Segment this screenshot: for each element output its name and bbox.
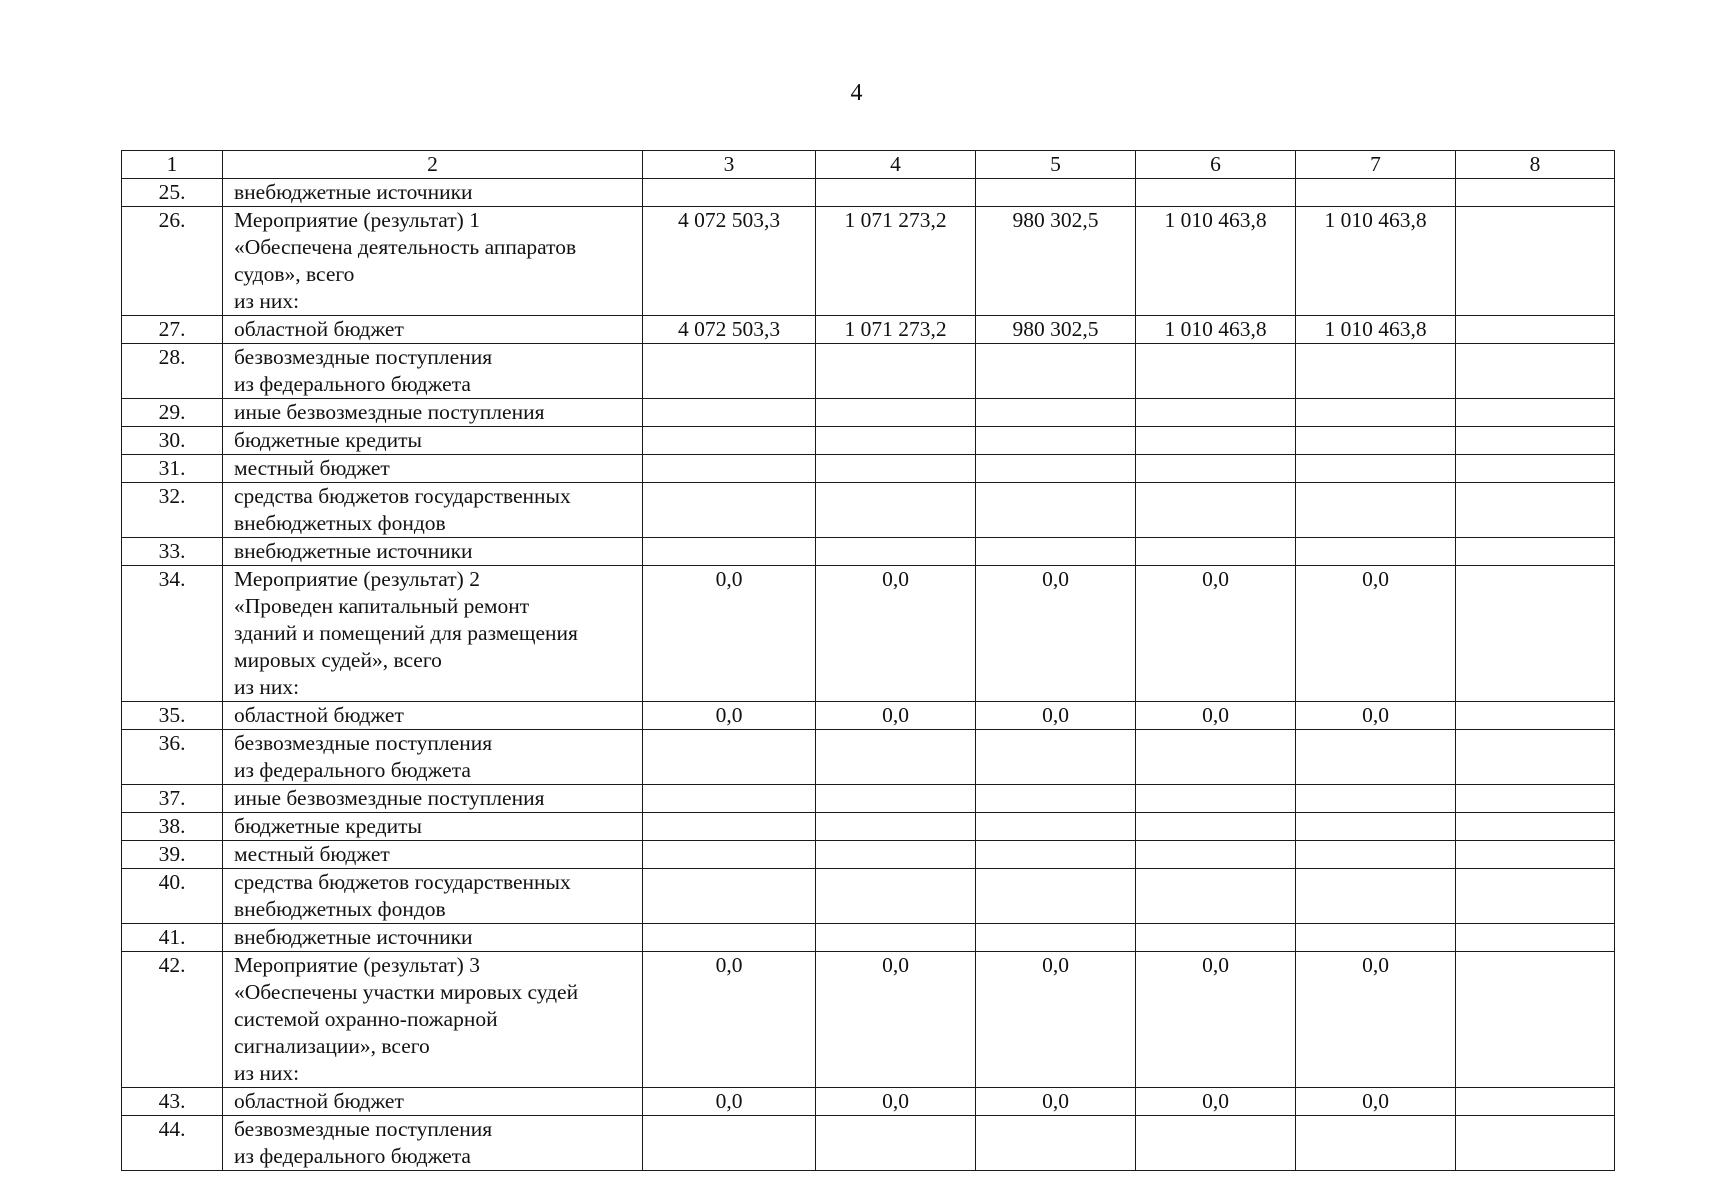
value-cell: 1 071 273,2 bbox=[816, 207, 976, 316]
value-cell bbox=[1136, 869, 1296, 924]
value-cell bbox=[1456, 785, 1615, 813]
value-cell bbox=[816, 179, 976, 207]
table-row bbox=[122, 785, 1615, 813]
row-label-cell: областной бюджет bbox=[223, 702, 643, 730]
row-label-cell: бюджетные кредиты bbox=[223, 813, 643, 841]
value-cell bbox=[816, 813, 976, 841]
value-cell bbox=[976, 427, 1136, 455]
row-number-cell: 38. bbox=[122, 813, 223, 841]
value-cell bbox=[1456, 924, 1615, 952]
row-number-cell: 32. bbox=[122, 483, 223, 538]
value-cell bbox=[643, 730, 816, 785]
row-number-cell: 28. bbox=[122, 344, 223, 399]
row-label-cell: Мероприятие (результат) 2 «Проведен капитальный ремонт зданий и помещений для размещения мировых судей», всего из них: bbox=[223, 566, 643, 702]
value-cell bbox=[976, 785, 1136, 813]
row-number-cell: 39. bbox=[122, 841, 223, 869]
value-cell bbox=[643, 1116, 816, 1171]
value-cell bbox=[976, 483, 1136, 538]
value-cell: 0,0 bbox=[976, 702, 1136, 730]
value-cell bbox=[976, 869, 1136, 924]
table-row bbox=[122, 841, 1615, 869]
value-cell bbox=[816, 344, 976, 399]
value-cell bbox=[1456, 566, 1615, 702]
value-cell: 0,0 bbox=[976, 952, 1136, 1088]
value-cell: 1 010 463,8 bbox=[1136, 207, 1296, 316]
value-cell bbox=[643, 399, 816, 427]
value-cell bbox=[1296, 924, 1456, 952]
row-number-cell: 37. bbox=[122, 785, 223, 813]
row-number-cell: 31. bbox=[122, 455, 223, 483]
row-number-cell: 26. bbox=[122, 207, 223, 316]
value-cell bbox=[1456, 316, 1615, 344]
row-label-cell: безвозмездные поступления из федерального бюджета bbox=[223, 344, 643, 399]
table-row bbox=[122, 483, 1615, 538]
value-cell bbox=[976, 813, 1136, 841]
value-cell bbox=[643, 924, 816, 952]
value-cell bbox=[1296, 179, 1456, 207]
value-cell: 0,0 bbox=[643, 702, 816, 730]
row-number-cell: 42. bbox=[122, 952, 223, 1088]
value-cell bbox=[1136, 427, 1296, 455]
value-cell bbox=[1456, 207, 1615, 316]
value-cell bbox=[816, 427, 976, 455]
row-label-cell: местный бюджет bbox=[223, 841, 643, 869]
value-cell: 1 010 463,8 bbox=[1296, 207, 1456, 316]
value-cell: 0,0 bbox=[976, 1088, 1136, 1116]
table-row bbox=[122, 730, 1615, 785]
row-label-cell: Мероприятие (результат) 1 «Обеспечена деятельность аппаратов судов», всего из них: bbox=[223, 207, 643, 316]
value-cell bbox=[976, 924, 1136, 952]
value-cell: 4 072 503,3 bbox=[643, 207, 816, 316]
table-row bbox=[122, 179, 1615, 207]
value-cell bbox=[1296, 869, 1456, 924]
table-row bbox=[122, 207, 1615, 316]
value-cell bbox=[1296, 455, 1456, 483]
value-cell bbox=[1456, 455, 1615, 483]
value-cell bbox=[1136, 785, 1296, 813]
value-cell bbox=[1296, 1116, 1456, 1171]
value-cell bbox=[1136, 841, 1296, 869]
row-number-cell: 36. bbox=[122, 730, 223, 785]
table-row bbox=[122, 924, 1615, 952]
header-cell: 4 bbox=[816, 151, 976, 179]
value-cell bbox=[643, 785, 816, 813]
table-row bbox=[122, 538, 1615, 566]
value-cell bbox=[643, 427, 816, 455]
header-cell: 2 bbox=[223, 151, 643, 179]
row-number-cell: 25. bbox=[122, 179, 223, 207]
value-cell bbox=[1456, 1116, 1615, 1171]
row-label-cell: местный бюджет bbox=[223, 455, 643, 483]
row-label-cell: безвозмездные поступления из федерального бюджета bbox=[223, 1116, 643, 1171]
value-cell: 4 072 503,3 bbox=[643, 316, 816, 344]
table-row bbox=[122, 344, 1615, 399]
value-cell: 0,0 bbox=[643, 1088, 816, 1116]
value-cell: 980 302,5 bbox=[976, 316, 1136, 344]
row-number-cell: 29. bbox=[122, 399, 223, 427]
value-cell bbox=[976, 730, 1136, 785]
row-number-cell: 30. bbox=[122, 427, 223, 455]
value-cell bbox=[1296, 483, 1456, 538]
value-cell bbox=[643, 344, 816, 399]
table-row bbox=[122, 1088, 1615, 1116]
value-cell bbox=[643, 813, 816, 841]
value-cell bbox=[816, 538, 976, 566]
value-cell bbox=[1456, 730, 1615, 785]
row-label-cell: бюджетные кредиты bbox=[223, 427, 643, 455]
value-cell bbox=[1296, 427, 1456, 455]
row-number-cell: 27. bbox=[122, 316, 223, 344]
value-cell bbox=[816, 1116, 976, 1171]
page-number: 4 bbox=[850, 80, 863, 106]
row-number-cell: 41. bbox=[122, 924, 223, 952]
value-cell bbox=[816, 399, 976, 427]
row-label-cell: областной бюджет bbox=[223, 316, 643, 344]
row-label-cell: внебюджетные источники bbox=[223, 538, 643, 566]
value-cell bbox=[816, 924, 976, 952]
value-cell: 0,0 bbox=[1296, 566, 1456, 702]
value-cell bbox=[643, 179, 816, 207]
value-cell: 0,0 bbox=[816, 702, 976, 730]
value-cell bbox=[1136, 538, 1296, 566]
value-cell: 0,0 bbox=[816, 1088, 976, 1116]
row-label-cell: внебюджетные источники bbox=[223, 924, 643, 952]
value-cell bbox=[1456, 179, 1615, 207]
table-header-row bbox=[122, 151, 1615, 179]
value-cell bbox=[1456, 952, 1615, 1088]
value-cell bbox=[643, 483, 816, 538]
value-cell: 0,0 bbox=[1296, 1088, 1456, 1116]
table-row bbox=[122, 566, 1615, 702]
row-label-cell: безвозмездные поступления из федерального бюджета bbox=[223, 730, 643, 785]
header-cell: 3 bbox=[643, 151, 816, 179]
table-row bbox=[122, 399, 1615, 427]
budget-table bbox=[121, 150, 1615, 1171]
value-cell: 0,0 bbox=[816, 952, 976, 1088]
table-row bbox=[122, 813, 1615, 841]
table-row bbox=[122, 316, 1615, 344]
value-cell: 1 010 463,8 bbox=[1296, 316, 1456, 344]
value-cell bbox=[1136, 483, 1296, 538]
value-cell bbox=[816, 455, 976, 483]
header-cell: 8 bbox=[1456, 151, 1615, 179]
value-cell bbox=[1136, 179, 1296, 207]
value-cell bbox=[1136, 924, 1296, 952]
value-cell bbox=[816, 841, 976, 869]
row-label-cell: средства бюджетов государственных внебюджетных фондов bbox=[223, 869, 643, 924]
value-cell bbox=[1136, 1116, 1296, 1171]
value-cell bbox=[1456, 344, 1615, 399]
value-cell bbox=[643, 869, 816, 924]
row-number-cell: 34. bbox=[122, 566, 223, 702]
value-cell bbox=[1296, 399, 1456, 427]
value-cell bbox=[976, 179, 1136, 207]
table-row bbox=[122, 702, 1615, 730]
value-cell bbox=[1296, 785, 1456, 813]
value-cell bbox=[1456, 841, 1615, 869]
value-cell bbox=[816, 483, 976, 538]
value-cell bbox=[816, 869, 976, 924]
header-cell: 1 bbox=[122, 151, 223, 179]
value-cell: 0,0 bbox=[1136, 566, 1296, 702]
value-cell bbox=[976, 1116, 1136, 1171]
value-cell bbox=[1136, 344, 1296, 399]
value-cell: 0,0 bbox=[1136, 952, 1296, 1088]
value-cell bbox=[816, 730, 976, 785]
value-cell bbox=[1296, 730, 1456, 785]
row-label-cell: средства бюджетов государственных внебюджетных фондов bbox=[223, 483, 643, 538]
value-cell: 980 302,5 bbox=[976, 207, 1136, 316]
value-cell bbox=[1456, 813, 1615, 841]
value-cell: 1 071 273,2 bbox=[816, 316, 976, 344]
value-cell bbox=[1136, 399, 1296, 427]
row-number-cell: 33. bbox=[122, 538, 223, 566]
value-cell bbox=[1456, 1088, 1615, 1116]
row-number-cell: 35. bbox=[122, 702, 223, 730]
value-cell bbox=[1296, 344, 1456, 399]
header-cell: 6 bbox=[1136, 151, 1296, 179]
value-cell: 0,0 bbox=[643, 566, 816, 702]
value-cell bbox=[1296, 841, 1456, 869]
value-cell bbox=[1456, 399, 1615, 427]
value-cell: 0,0 bbox=[1136, 702, 1296, 730]
value-cell bbox=[1456, 702, 1615, 730]
row-label-cell: внебюджетные источники bbox=[223, 179, 643, 207]
row-label-cell: иные безвозмездные поступления bbox=[223, 399, 643, 427]
table-row bbox=[122, 869, 1615, 924]
value-cell: 0,0 bbox=[1296, 702, 1456, 730]
value-cell bbox=[1456, 427, 1615, 455]
value-cell bbox=[976, 538, 1136, 566]
row-number-cell: 40. bbox=[122, 869, 223, 924]
value-cell bbox=[976, 455, 1136, 483]
header-cell: 7 bbox=[1296, 151, 1456, 179]
value-cell bbox=[1296, 813, 1456, 841]
value-cell bbox=[643, 538, 816, 566]
value-cell: 0,0 bbox=[1136, 1088, 1296, 1116]
value-cell bbox=[1136, 455, 1296, 483]
value-cell bbox=[1136, 730, 1296, 785]
row-number-cell: 44. bbox=[122, 1116, 223, 1171]
value-cell: 0,0 bbox=[816, 566, 976, 702]
value-cell bbox=[1456, 869, 1615, 924]
value-cell: 0,0 bbox=[643, 952, 816, 1088]
value-cell bbox=[976, 344, 1136, 399]
table-row bbox=[122, 427, 1615, 455]
value-cell bbox=[643, 841, 816, 869]
value-cell bbox=[1456, 483, 1615, 538]
value-cell: 1 010 463,8 bbox=[1136, 316, 1296, 344]
row-label-cell: Мероприятие (результат) 3 «Обеспечены участки мировых судей системой охранно-пожарной сигнализации», всего из них: bbox=[223, 952, 643, 1088]
row-number-cell: 43. bbox=[122, 1088, 223, 1116]
value-cell: 0,0 bbox=[1296, 952, 1456, 1088]
table-row bbox=[122, 1116, 1615, 1171]
value-cell: 0,0 bbox=[976, 566, 1136, 702]
value-cell bbox=[1136, 813, 1296, 841]
value-cell bbox=[643, 455, 816, 483]
table-row bbox=[122, 952, 1615, 1088]
value-cell bbox=[976, 399, 1136, 427]
row-label-cell: иные безвозмездные поступления bbox=[223, 785, 643, 813]
table-row bbox=[122, 455, 1615, 483]
value-cell bbox=[1456, 538, 1615, 566]
value-cell bbox=[1296, 538, 1456, 566]
value-cell bbox=[976, 841, 1136, 869]
value-cell bbox=[816, 785, 976, 813]
header-cell: 5 bbox=[976, 151, 1136, 179]
row-label-cell: областной бюджет bbox=[223, 1088, 643, 1116]
